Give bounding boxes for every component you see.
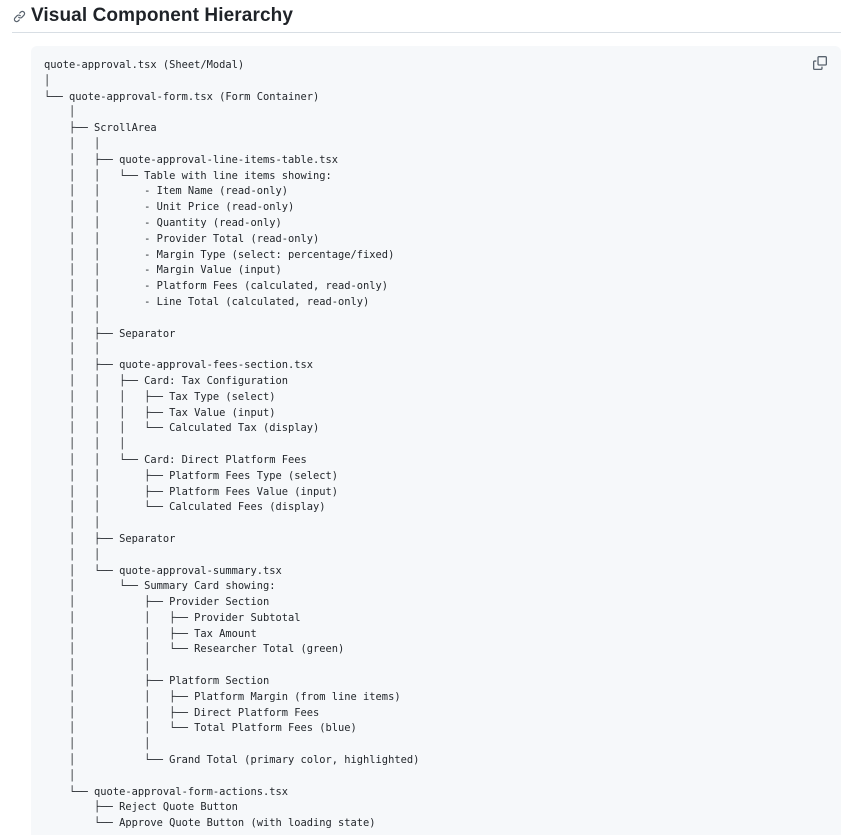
code-line: ├── Reject Quote Button	[44, 801, 238, 814]
code-line: │ │ - Provider Total (read-only)	[44, 232, 320, 245]
page-title: Visual Component Hierarchy	[31, 5, 293, 26]
code-line: │ │ │ ├── Tax Type (select)	[44, 390, 276, 403]
code-line: └── quote-approval-form-actions.tsx	[44, 785, 288, 798]
code-line: └── quote-approval-form.tsx (Form Container)	[44, 90, 320, 103]
code-line: │ │ ├── Provider Subtotal	[44, 611, 301, 624]
code-line: │ └── Summary Card showing:	[44, 580, 276, 593]
code-line: │ │ ├── Tax Amount	[44, 627, 257, 640]
code-line: │ └── quote-approval-summary.tsx	[44, 564, 282, 577]
code-line: │ ├── Platform Section	[44, 675, 270, 688]
code-line: │ │	[44, 738, 151, 751]
code-line: │ │ - Line Total (calculated, read-only)	[44, 295, 370, 308]
code-line: quote-approval.tsx (Sheet/Modal)	[44, 59, 245, 71]
code-line: │ │ ├── Direct Platform Fees	[44, 706, 320, 719]
code-line: │	[44, 74, 51, 87]
code-line: │ │ ├── Platform Fees Type (select)	[44, 469, 339, 482]
code-line: │ │ │	[44, 438, 126, 451]
code-line: │ │ - Margin Type (select: percentage/fixed)	[44, 248, 395, 261]
copy-icon[interactable]	[813, 56, 829, 72]
code-line: │ │	[44, 659, 151, 672]
code-line: │	[44, 106, 76, 119]
code-line: │ │ - Item Name (read-only)	[44, 185, 288, 198]
link-icon[interactable]	[12, 9, 26, 23]
code-line: │	[44, 769, 76, 782]
code-line: │ │ - Quantity (read-only)	[44, 216, 282, 229]
code-content	[44, 58, 419, 832]
code-line: │ │	[44, 548, 101, 561]
code-line: │ ├── quote-approval-line-items-table.tsx	[44, 153, 339, 166]
code-line: │ │ └── Table with line items showing:	[44, 169, 332, 182]
code-line: │ │ └── Card: Direct Platform Fees	[44, 453, 307, 466]
code-line: │ │ └── Total Platform Fees (blue)	[44, 722, 357, 735]
code-line: │ ├── Separator	[44, 532, 176, 545]
section-heading	[12, 4, 841, 33]
code-line: │ │ ├── Card: Tax Configuration	[44, 374, 288, 387]
code-line: │ │ - Platform Fees (calculated, read-only)	[44, 280, 389, 293]
code-line: │ │ ├── Platform Margin (from line items)	[44, 690, 401, 703]
code-line: │ ├── Provider Section	[44, 596, 270, 609]
code-line: │ │	[44, 311, 101, 324]
code-line: │ │ │ ├── Tax Value (input)	[44, 406, 276, 419]
code-line: └── Approve Quote Button (with loading state)	[44, 817, 376, 830]
code-line: │ │ │ └── Calculated Tax (display)	[44, 422, 320, 435]
code-line: │ │ └── Researcher Total (green)	[44, 643, 345, 656]
code-line: │ ├── quote-approval-fees-section.tsx	[44, 359, 313, 372]
code-block	[31, 46, 841, 835]
code-line: │ │ └── Calculated Fees (display)	[44, 501, 326, 514]
code-line: │ │ - Unit Price (read-only)	[44, 201, 295, 214]
code-line: ├── ScrollArea	[44, 122, 157, 135]
code-line: │ │ - Margin Value (input)	[44, 264, 282, 277]
code-line: │ │ ├── Platform Fees Value (input)	[44, 485, 339, 498]
code-line: │ ├── Separator	[44, 327, 176, 340]
code-line: │ └── Grand Total (primary color, highlighted)	[44, 754, 420, 767]
code-line: │ │	[44, 517, 101, 530]
code-line: │ │	[44, 343, 101, 356]
code-line: │ │	[44, 137, 101, 150]
